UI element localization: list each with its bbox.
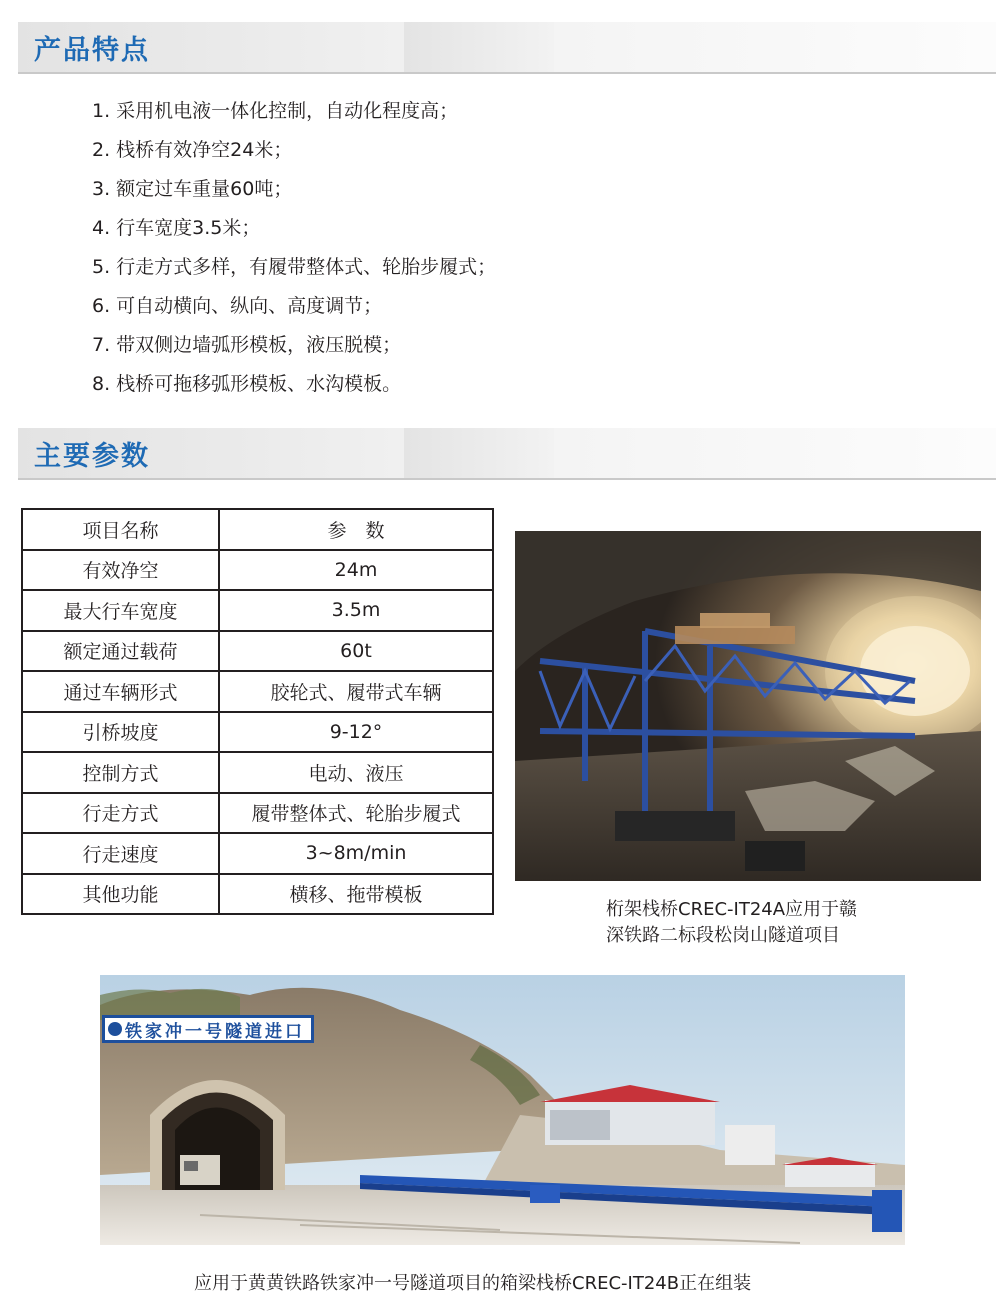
table-row	[22, 550, 493, 591]
table-cell-value: 电动、液压	[219, 752, 493, 793]
table-header-cell: 项目名称	[22, 509, 219, 550]
params-title: 主要参数	[34, 441, 150, 472]
table-cell-value: 24m	[219, 550, 493, 591]
header-bar-middle	[404, 428, 554, 478]
header-bar-middle	[404, 22, 554, 72]
truss-photo-caption	[606, 897, 857, 949]
table-cell-value: 9-12°	[219, 712, 493, 753]
params-table	[21, 508, 494, 915]
feature-item: 3. 额定过车重量60吨；	[92, 178, 293, 200]
params-section-header	[18, 428, 996, 480]
table-cell-name: 引桥坡度	[22, 712, 219, 753]
table-row	[22, 874, 493, 915]
table-row	[22, 833, 493, 874]
table-cell-name: 有效净空	[22, 550, 219, 591]
table-cell-value: 3~8m/min	[219, 833, 493, 874]
tunnel-photo-caption: 应用于黄黄铁路铁家冲一号隧道项目的箱梁栈桥CREC-IT24B正在组装	[194, 1273, 752, 1294]
truss-trestle-photo	[515, 531, 981, 881]
table-header-cell: 参 数	[219, 509, 493, 550]
caption-line: 深铁路二标段松岗山隧道项目	[606, 925, 840, 946]
features-title: 产品特点	[34, 35, 150, 66]
feature-item: 6. 可自动横向、纵向、高度调节；	[92, 295, 383, 317]
table-row	[22, 793, 493, 834]
tunnel-sign-text: 铁家冲一号隧道进口	[125, 1021, 305, 1042]
table-cell-name: 其他功能	[22, 874, 219, 915]
railway-logo-icon	[108, 1022, 122, 1036]
table-cell-value: 3.5m	[219, 590, 493, 631]
features-section-header	[18, 22, 996, 74]
caption-line: 桁架栈桥CREC-IT24A应用于赣	[606, 899, 858, 920]
tunnel-photo-illustration	[515, 531, 981, 881]
table-cell-value: 60t	[219, 631, 493, 672]
table-cell-value: 胶轮式、履带式车辆	[219, 671, 493, 712]
table-cell-name: 最大行车宽度	[22, 590, 219, 631]
table-cell-value: 履带整体式、轮胎步履式	[219, 793, 493, 834]
table-header-row	[22, 509, 493, 550]
table-row	[22, 631, 493, 672]
table-cell-name: 行走速度	[22, 833, 219, 874]
table-cell-name: 控制方式	[22, 752, 219, 793]
features-list	[92, 92, 496, 404]
table-cell-name: 通过车辆形式	[22, 671, 219, 712]
feature-item: 1. 采用机电液一体化控制，自动化程度高；	[92, 100, 459, 122]
table-row	[22, 712, 493, 753]
feature-item: 8. 栈桥可拖移弧形模板、水沟模板。	[92, 373, 402, 395]
feature-item: 5. 行走方式多样，有履带整体式、轮胎步履式；	[92, 256, 497, 278]
table-cell-value: 横移、拖带模板	[219, 874, 493, 915]
feature-item: 4. 行车宽度3.5米；	[92, 217, 261, 239]
table-cell-name: 行走方式	[22, 793, 219, 834]
table-row	[22, 752, 493, 793]
feature-item: 7. 带双侧边墙弧形模板，液压脱模；	[92, 334, 402, 356]
feature-item: 2. 栈桥有效净空24米；	[92, 139, 293, 161]
tunnel-sign	[102, 1015, 314, 1043]
table-row	[22, 590, 493, 631]
table-cell-name: 额定通过载荷	[22, 631, 219, 672]
table-row	[22, 671, 493, 712]
tunnel-entrance-photo	[100, 975, 905, 1245]
